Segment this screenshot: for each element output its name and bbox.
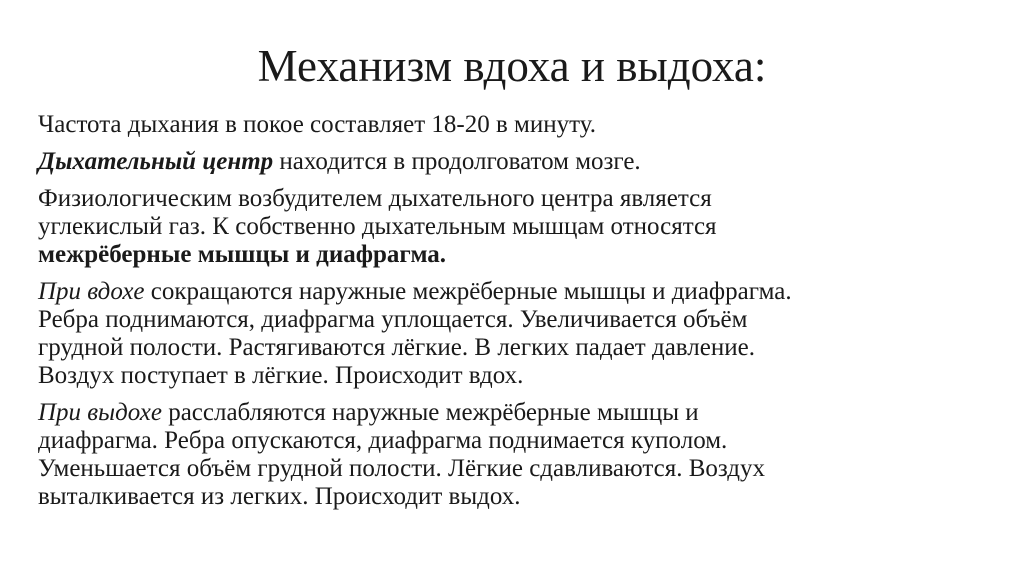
inhale-line-4: Воздух поступает в лёгкие. Происходит вдох.	[38, 362, 524, 389]
slide-content	[38, 111, 988, 520]
respiratory-muscles-term: межрёберные мышцы и диафрагма.	[38, 241, 447, 268]
exhale-line-1: расслабляются наружные межрёберные мышцы и	[161, 399, 699, 426]
stimulus-line-1: Физиологическим возбудителем дыхательного центра является	[38, 185, 712, 212]
exhale-term: При выдохе	[38, 399, 162, 426]
respiratory-center-term: Дыхательный центр	[38, 148, 274, 175]
slide-title: Механизм вдоха и выдоха:	[257, 41, 767, 91]
paragraph-inhale	[38, 278, 988, 390]
inhale-term: При вдохе	[38, 278, 145, 305]
paragraph-exhale	[38, 399, 988, 511]
exhale-line-4: выталкивается из легких. Происходит выдох.	[38, 483, 521, 510]
stimulus-line-2: углекислый газ. К собственно дыхательным мышцам относятся	[38, 213, 717, 240]
breathing-rate-text: Частота дыхания в покое составляет 18-20 в минуту.	[38, 111, 596, 138]
inhale-line-2: Ребра поднимаются, диафрагма уплощается. Увеличивается объём	[38, 306, 748, 333]
paragraph-stimulus	[38, 185, 988, 269]
inhale-line-1: сокращаются наружные межрёберные мышцы и диафрагма.	[144, 278, 792, 305]
inhale-line-3: грудной полости. Растягиваются лёгкие. В легких падает давление.	[38, 334, 755, 361]
respiratory-center-text: находится в продолговатом мозге.	[273, 148, 641, 175]
exhale-line-3: Уменьшается объём грудной полости. Лёгкие сдавливаются. Воздух	[38, 455, 766, 482]
paragraph-breathing-rate	[38, 111, 988, 139]
exhale-line-2: диафрагма. Ребра опускаются, диафрагма поднимается куполом.	[38, 427, 728, 454]
paragraph-respiratory-center	[38, 148, 988, 176]
